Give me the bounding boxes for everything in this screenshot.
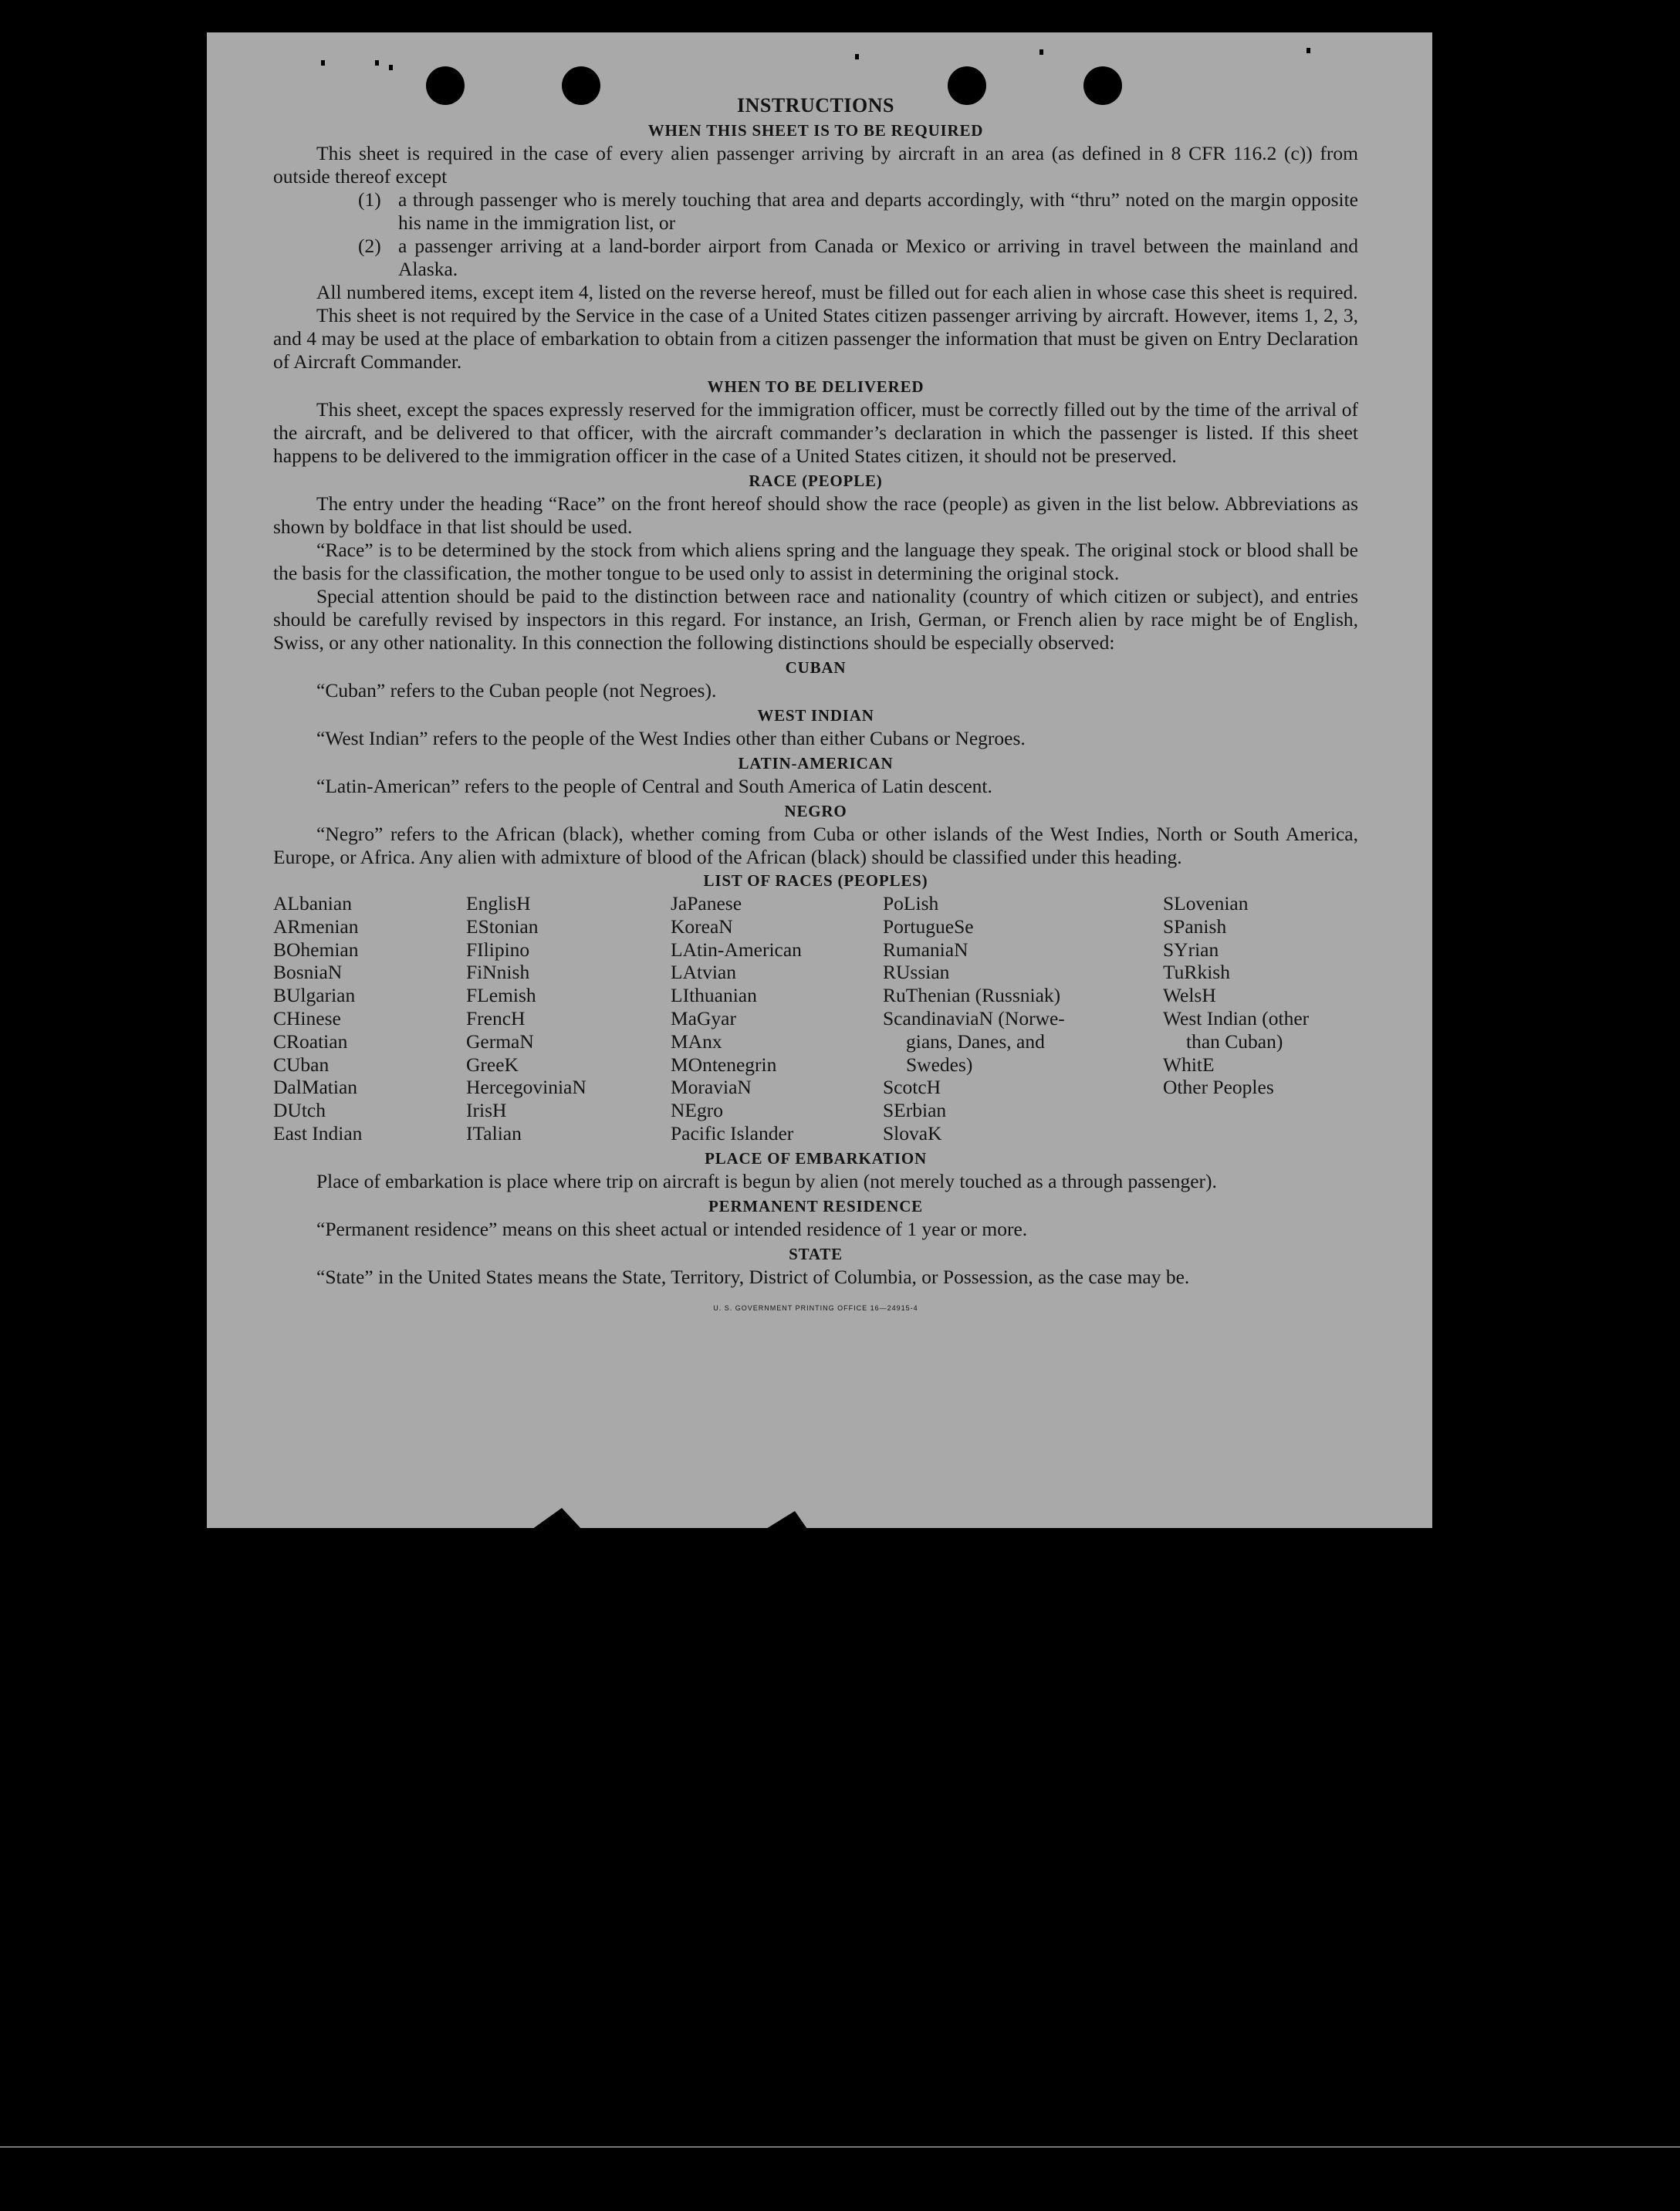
item-text: a passenger arriving at a land-border airport from Canada or Mexico or arriving in travel between the mainland and Alaska. xyxy=(398,235,1358,280)
paragraph: “Permanent residence” means on this sheet actual or intended residence of 1 year or more. xyxy=(316,1218,1028,1240)
race-entry: PortugueSe xyxy=(883,914,974,938)
race-entry: EStonian xyxy=(466,914,539,938)
race-entry: ITalian xyxy=(466,1121,522,1144)
race-entry: JaPanese xyxy=(671,892,742,914)
heading-residence: PERMANENT RESIDENCE xyxy=(708,1197,923,1215)
race-entry: GermaN xyxy=(466,1029,534,1053)
race-entry: Swedes) xyxy=(906,1053,973,1076)
races-column xyxy=(1163,892,1309,1099)
heading-embarkation: PLACE OF EMBARKATION xyxy=(705,1149,927,1168)
paragraph: “Latin-American” refers to the people of Central and South America of Latin descent. xyxy=(316,775,992,797)
page-tear xyxy=(529,1508,583,1531)
heading-when-required: WHEN THIS SHEET IS TO BE REQUIRED xyxy=(647,121,984,140)
race-entry: WhitE xyxy=(1163,1053,1215,1076)
race-entry: FIlipino xyxy=(466,938,530,961)
document-sheet xyxy=(207,32,1432,1528)
item-text: a through passenger who is merely touching that area and departs accordingly, with “thru” noted on the margin opposite his name in the immigration list, or xyxy=(398,188,1358,234)
race-entry: SlovaK xyxy=(883,1121,942,1144)
page-tear xyxy=(762,1511,809,1531)
race-entry: WelsH xyxy=(1163,984,1216,1007)
paragraph: “Race” is to be determined by the stock from which aliens spring and the language they speak. The original stock or blood shall be the basis for the classification, the mother tongue to be used only to assist in determining the original stock. xyxy=(273,539,1358,584)
race-entry: ScandinaviaN (Norwe- xyxy=(883,1006,1065,1029)
race-entry: RUssian xyxy=(883,961,950,984)
race-entry: FrencH xyxy=(466,1006,526,1029)
page-title: INSTRUCTIONS xyxy=(737,94,894,117)
race-entry: CHinese xyxy=(273,1006,341,1029)
race-entry: East Indian xyxy=(273,1121,363,1144)
races-column xyxy=(273,892,362,1145)
race-entry: SPanish xyxy=(1163,914,1227,938)
heading-west-indian: WEST INDIAN xyxy=(757,706,874,725)
paragraph: “State” in the United States means the State, Territory, District of Columbia, or Possession, as the case may be. xyxy=(316,1266,1190,1288)
paragraph: “West Indian” refers to the people of the West Indies other than either Cubans or Negroes. xyxy=(316,727,1026,749)
race-entry: SLovenian xyxy=(1163,892,1249,914)
race-entry: NEgro xyxy=(671,1099,723,1122)
races-column xyxy=(883,892,1065,1145)
race-entry: RumaniaN xyxy=(883,938,968,961)
races-list xyxy=(273,892,1358,1144)
race-entry: CRoatian xyxy=(273,1029,348,1053)
race-entry: SErbian xyxy=(883,1099,947,1122)
race-entry: Pacific Islander xyxy=(671,1121,794,1144)
printer-footer: U. S. GOVERNMENT PRINTING OFFICE 16—24915-4 xyxy=(713,1304,918,1312)
race-entry: FiNnish xyxy=(466,961,530,984)
race-entry: ARmenian xyxy=(273,914,359,938)
heading-cuban: CUBAN xyxy=(785,658,847,677)
scan-edge-line xyxy=(0,2146,1680,2148)
item-number: (1) xyxy=(358,188,381,211)
race-entry: IrisH xyxy=(466,1099,507,1122)
races-column xyxy=(671,892,802,1145)
heading-negro: NEGRO xyxy=(784,802,847,820)
list-item xyxy=(358,188,1358,235)
race-entry: Other Peoples xyxy=(1163,1076,1274,1099)
race-entry: BOhemian xyxy=(273,938,359,961)
race-entry: KoreaN xyxy=(671,914,733,938)
heading-list-of-races: LIST OF RACES (PEOPLES) xyxy=(703,871,928,890)
race-entry: DUtch xyxy=(273,1099,326,1122)
heading-state: STATE xyxy=(789,1245,843,1263)
speck xyxy=(855,54,859,59)
race-entry: DalMatian xyxy=(273,1076,358,1099)
race-entry: BUlgarian xyxy=(273,984,356,1007)
race-entry: MoraviaN xyxy=(671,1076,752,1099)
race-entry: CUban xyxy=(273,1053,330,1076)
race-entry: MAnx xyxy=(671,1029,722,1053)
race-entry: ALbanian xyxy=(273,892,352,914)
list-item xyxy=(358,235,1358,281)
race-entry: TuRkish xyxy=(1163,961,1230,984)
race-entry: West Indian (other xyxy=(1163,1006,1310,1029)
heading-race: RACE (PEOPLE) xyxy=(749,472,883,490)
paragraph: “Cuban” refers to the Cuban people (not Negroes). xyxy=(316,679,717,702)
race-entry: HercegoviniaN xyxy=(466,1076,586,1099)
races-column xyxy=(466,892,586,1145)
paragraph: This sheet is not required by the Service in the case of a United States citizen passenger arriving by aircraft. However, items 1, 2, 3, and 4 may be used at the place of embarkation to obtain from a citizen passenger the information that must be given on Entry Declaration of Aircraft Commander. xyxy=(273,304,1358,373)
paragraph: Place of embarkation is place where trip on aircraft is begun by alien (not merely touched as a through passenger). xyxy=(316,1170,1217,1192)
race-entry: RuThenian (Russniak) xyxy=(883,984,1061,1007)
race-entry: than Cuban) xyxy=(1186,1029,1283,1053)
instructions-content xyxy=(273,94,1358,1320)
speck xyxy=(375,60,379,66)
paragraph: The entry under the heading “Race” on the front hereof should show the race (people) as given in the list below. Abbreviations as shown by boldface in that list should be used. xyxy=(273,492,1358,538)
race-entry: SYrian xyxy=(1163,938,1219,961)
paragraph: All numbered items, except item 4, listed on the reverse hereof, must be filled out for each alien in whose case this sheet is required. xyxy=(316,281,1358,303)
race-entry: EnglisH xyxy=(466,892,531,914)
paragraph: This sheet, except the spaces expressly reserved for the immigration officer, must be correctly filled out by the time of the arrival of the aircraft, and be delivered to that officer, with the aircraft commander’s declaration in which the passenger is listed. If this sheet happens to be delivered to the immigration officer in the case of a United States citizen, it should not be preserved. xyxy=(273,398,1358,467)
paragraph: Special attention should be paid to the distinction between race and nationality (country of which citizen or subject), and entries should be carefully revised by inspectors in this regard. For instance, an Irish, German, or French alien by race might be of English, Swiss, or any other nationality. In this connection the following distinctions should be especially observed: xyxy=(273,585,1358,654)
heading-latin-american: LATIN-AMERICAN xyxy=(738,754,894,772)
speck xyxy=(389,65,393,70)
race-entry: MaGyar xyxy=(671,1006,736,1029)
speck xyxy=(1039,49,1043,55)
race-entry: PoLish xyxy=(883,892,939,914)
race-entry: gians, Danes, and xyxy=(906,1029,1045,1053)
race-entry: LIthuanian xyxy=(671,984,757,1007)
race-entry: MOntenegrin xyxy=(671,1053,777,1076)
race-entry: ScotcH xyxy=(883,1076,941,1099)
race-entry: LAtin-American xyxy=(671,938,802,961)
heading-when-delivered: WHEN TO BE DELIVERED xyxy=(707,377,925,396)
speck xyxy=(1306,48,1310,53)
race-entry: LAtvian xyxy=(671,961,736,984)
paragraph: “Negro” refers to the African (black), whether coming from Cuba or other islands of the West Indies, North or South America, Europe, or Africa. Any alien with admixture of blood of the African (black) should be classified under this heading. xyxy=(273,823,1358,868)
race-entry: GreeK xyxy=(466,1053,519,1076)
paragraph: This sheet is required in the case of every alien passenger arriving by aircraft in an area (as defined in 8 CFR 116.2 (c)) from outside thereof except xyxy=(273,142,1358,188)
race-entry: BosniaN xyxy=(273,961,343,984)
speck xyxy=(321,60,325,66)
item-number: (2) xyxy=(358,235,381,257)
race-entry: FLemish xyxy=(466,984,536,1007)
